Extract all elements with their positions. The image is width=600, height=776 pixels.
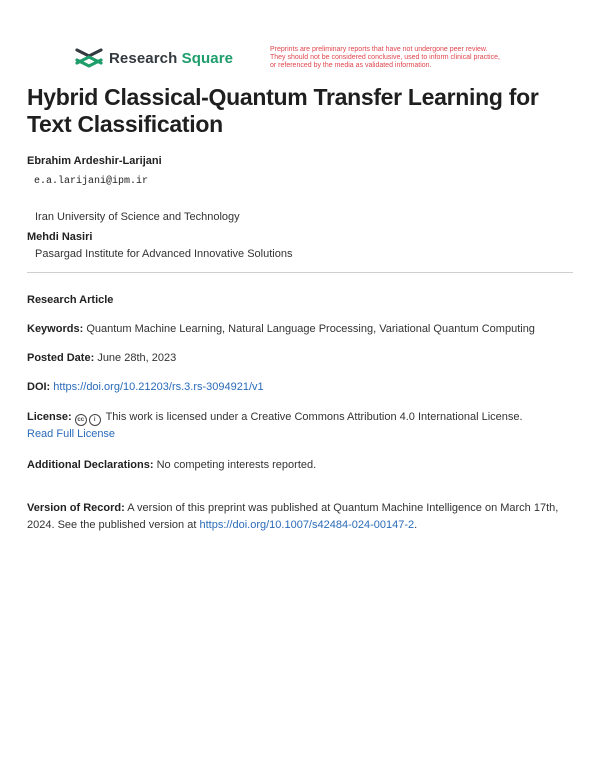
license-row: [27, 409, 573, 443]
article-type-label: Research Article: [27, 294, 114, 306]
author-affiliation-2: Pasargad Institute for Advanced Innovative Solutions: [35, 248, 293, 260]
preprint-notice: [270, 46, 540, 70]
keywords-label: Keywords:: [27, 323, 84, 335]
version-of-record-text: A version of this preprint was published at Quantum Machine Intelligence on March 17th, 2024. See the published version at: [27, 502, 559, 531]
license-label: License:: [27, 411, 72, 423]
notice-line-2: They should not be considered conclusive, used to inform clinical practice,: [270, 54, 500, 61]
doi-row: [27, 379, 573, 396]
declarations-label: Additional Declarations:: [27, 459, 154, 471]
keywords-value: Quantum Machine Learning, Natural Language Processing, Variational Quantum Computing: [86, 323, 535, 335]
notice-line-1: Preprints are preliminary reports that have not undergone peer review.: [270, 46, 488, 53]
attribution-icon: i: [89, 414, 101, 426]
research-square-logo[interactable]: [75, 47, 233, 69]
author-name-2: Mehdi Nasiri: [27, 231, 93, 243]
posted-date-value: June 28th, 2023: [97, 352, 177, 364]
author-name-1: Ebrahim Ardeshir-Larijani: [27, 155, 162, 167]
doi-link[interactable]: https://doi.org/10.21203/rs.3.rs-3094921/v1: [53, 381, 264, 393]
paper-title: Hybrid Classical-Quantum Transfer Learning for Text Classification: [27, 84, 539, 137]
author-email-1[interactable]: e.a.larijani@ipm.ir: [34, 176, 149, 187]
version-of-record-row: [27, 500, 573, 534]
research-square-logo-icon: [75, 47, 103, 69]
version-of-record-end: .: [414, 519, 418, 531]
article-type: [27, 292, 573, 309]
author-affiliation-1: Iran University of Science and Technology: [35, 211, 240, 223]
declarations-value: No competing interests reported.: [156, 459, 317, 471]
creative-commons-icon: cc: [75, 414, 87, 426]
notice-line-3: or referenced by the media as validated information.: [270, 62, 432, 69]
declarations-row: [27, 457, 573, 474]
brand-name-square: Square: [181, 49, 234, 67]
keywords-row: [27, 321, 573, 338]
posted-date-row: [27, 350, 573, 367]
read-full-license-link[interactable]: Read Full License: [27, 428, 116, 440]
brand-name: [109, 50, 233, 67]
doi-label: DOI:: [27, 381, 51, 393]
version-of-record-label: Version of Record:: [27, 502, 125, 514]
license-text: This work is licensed under a Creative Commons Attribution 4.0 International License.: [105, 411, 523, 423]
brand-name-research: Research: [109, 49, 178, 67]
published-version-link[interactable]: https://doi.org/10.1007/s42484-024-00147-2: [199, 519, 415, 531]
section-divider: [27, 272, 573, 273]
posted-date-label: Posted Date:: [27, 352, 95, 364]
